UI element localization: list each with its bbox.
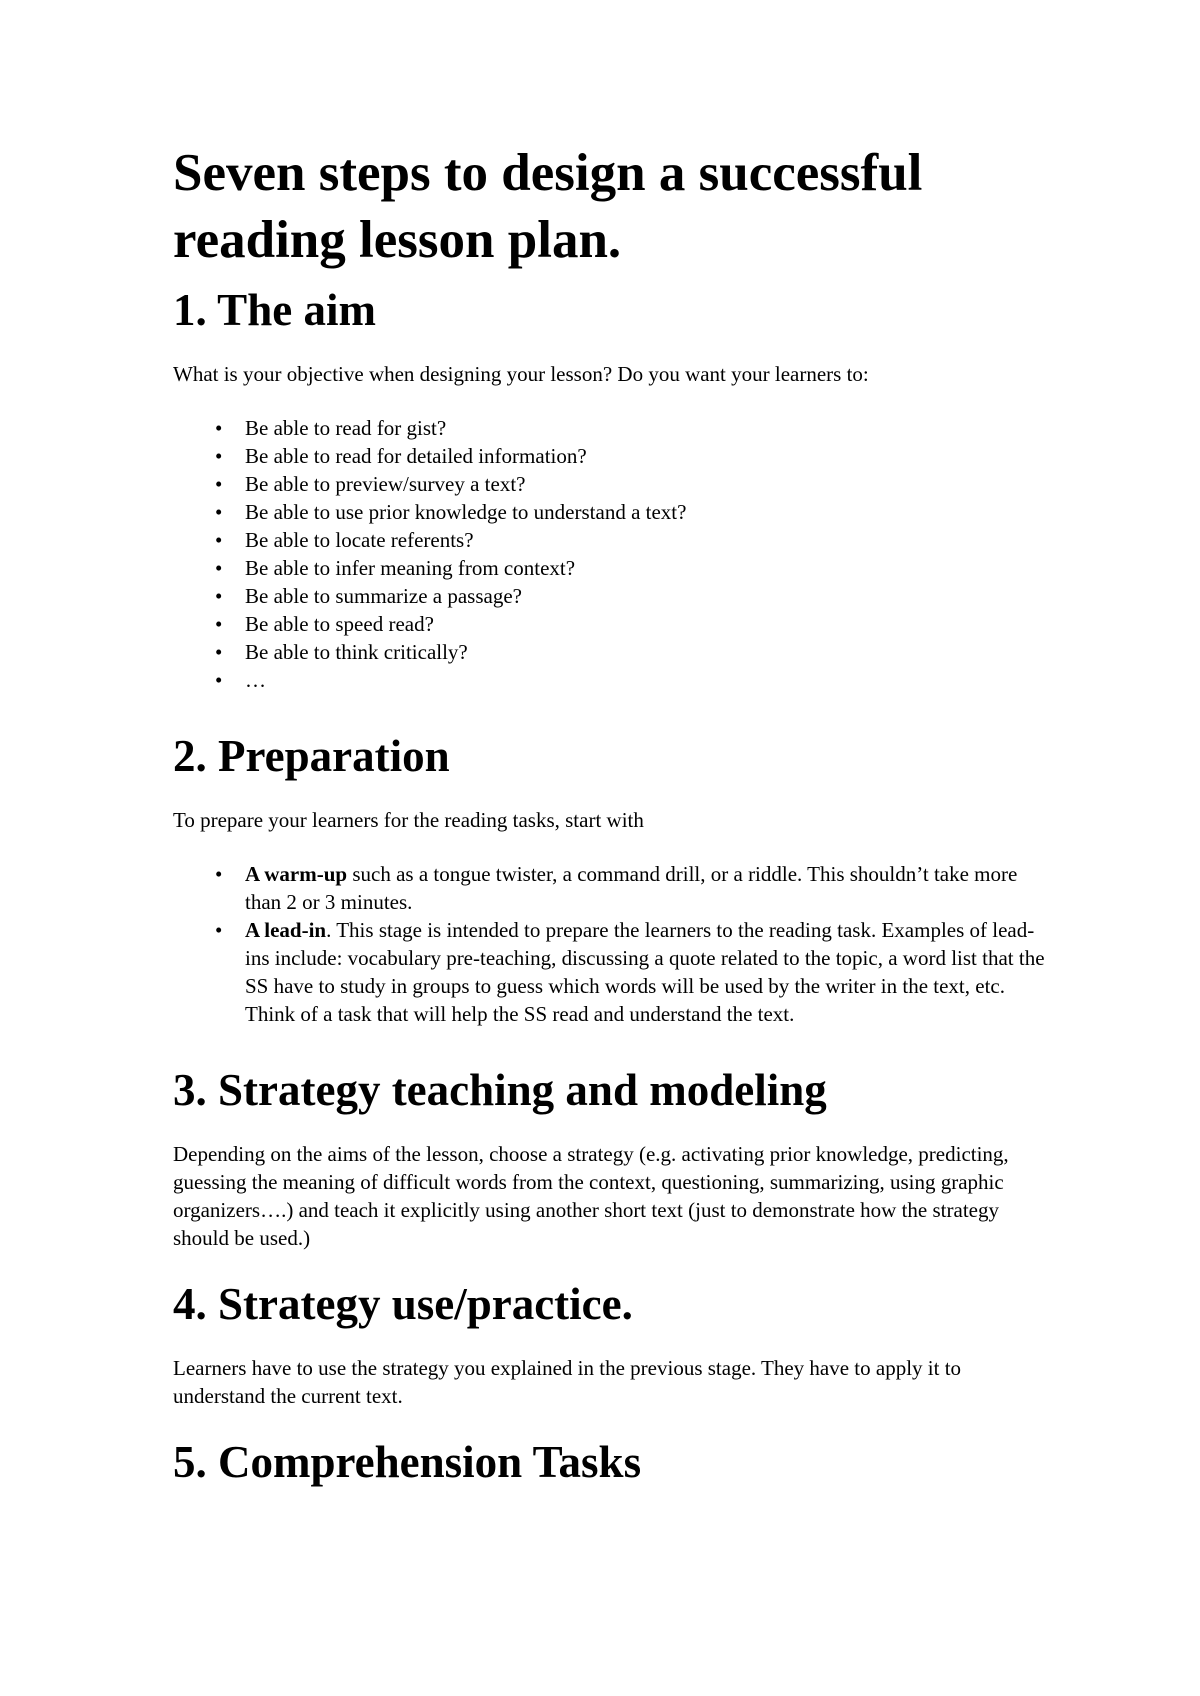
- bullet-icon: •: [215, 444, 223, 468]
- list-item: • Be able to preview/survey a text?: [215, 472, 526, 496]
- section-heading-strategy-teaching: 3. Strategy teaching and modeling: [173, 1065, 827, 1115]
- section-preparation-intro: To prepare your learners for the reading tasks, start with: [173, 808, 644, 832]
- section-strategy-practice-text: Learners have to use the strategy you explained in the previous stage. They have to apply it to understand the current text.: [173, 1356, 962, 1408]
- section-heading-strategy-practice: 4. Strategy use/practice.: [173, 1279, 633, 1329]
- section-strategy-teaching: [173, 1064, 1053, 1252]
- warm-up-term: A warm-up: [245, 862, 348, 886]
- list-item: • Be able to use prior knowledge to understand a text?: [215, 500, 687, 524]
- section-strategy-teaching-text: Depending on the aims of the lesson, choose a strategy (e.g. activating prior knowledge, predicting, guessing the meaning of difficult words from the context, questioning, summarizing, using graphic organizers….) and teach it explicitly using another short text (just to demonstrate how the strategy should be used.): [173, 1142, 1009, 1250]
- bullet-icon: •: [215, 500, 223, 524]
- document-page: [173, 140, 1053, 1512]
- aim-objectives-list: [173, 414, 1053, 694]
- warm-up-description: such as a tongue twister, a command drill, or a riddle. This shouldn’t take more than 2 or 3 minutes.: [245, 862, 1018, 914]
- bullet-icon: •: [215, 584, 223, 608]
- list-item: • Be able to locate referents?: [215, 528, 474, 552]
- list-item: • …: [215, 668, 266, 692]
- section-heading-preparation: 2. Preparation: [173, 731, 450, 781]
- bullet-icon: •: [215, 612, 223, 636]
- bullet-icon: •: [215, 528, 223, 552]
- lead-in-note: Think of a task that will help the SS read and understand the text.: [245, 1002, 795, 1026]
- section-heading-aim: 1. The aim: [173, 285, 376, 335]
- list-item: • Be able to summarize a passage?: [215, 584, 522, 608]
- bullet-icon: •: [215, 918, 223, 942]
- list-item-lead-in: [173, 916, 1053, 1028]
- list-item: • Be able to read for detailed information?: [215, 444, 587, 468]
- bullet-icon: •: [215, 416, 223, 440]
- bullet-icon: •: [215, 556, 223, 580]
- lead-in-term: A lead-in: [245, 918, 327, 942]
- bullet-icon: •: [215, 640, 223, 664]
- list-item: • Be able to read for gist?: [215, 416, 447, 440]
- lead-in-description: . This stage is intended to prepare the learners to the reading task. Examples of lead-ins include: vocabulary pre-teaching, discussing a quote related to the topic, a word list that the SS have to study in groups to guess which words will be used by the writer in the text, etc.: [245, 918, 1045, 998]
- section-preparation: [173, 730, 1053, 1028]
- list-item: • Be able to infer meaning from context?: [215, 556, 576, 580]
- preparation-steps-list: [173, 860, 1053, 1028]
- bullet-icon: •: [215, 472, 223, 496]
- bullet-icon: •: [215, 668, 223, 692]
- list-item: • Be able to speed read?: [215, 612, 434, 636]
- document-title: Seven steps to design a successful reading lesson plan.: [173, 144, 923, 269]
- section-aim-intro: What is your objective when designing your lesson? Do you want your learners to:: [173, 362, 869, 386]
- list-item: • Be able to think critically?: [215, 640, 468, 664]
- list-item-warm-up: [173, 860, 1053, 916]
- section-strategy-practice: [173, 1278, 1053, 1410]
- section-aim: [173, 284, 1053, 694]
- bullet-icon: •: [215, 862, 223, 886]
- section-heading-comprehension-tasks: 5. Comprehension Tasks: [173, 1437, 642, 1487]
- section-comprehension-tasks: [173, 1436, 1053, 1488]
